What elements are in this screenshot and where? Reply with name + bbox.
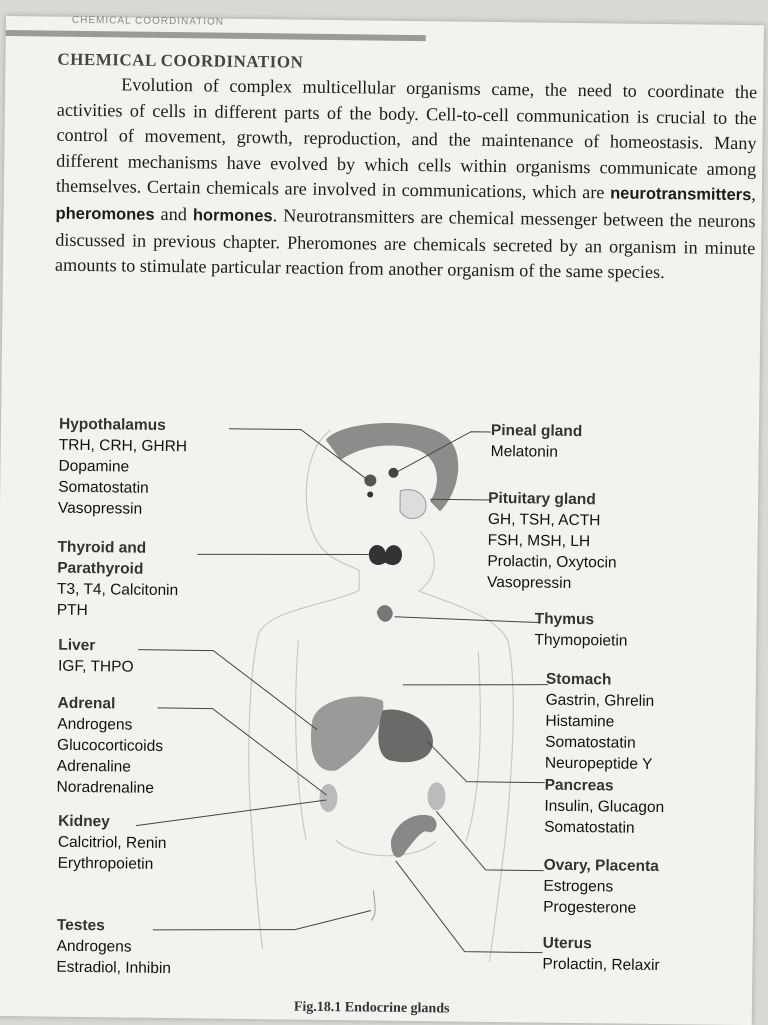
hormone-item: TRH, CRH, GHRH [58,436,188,456]
liver-shape [311,696,384,772]
intro-text-2: . Neurotransmitters are chemical messenger between the neurons discussed in previous chapter. Pheromones are chemicals secreted by an organism in minute amounts to stimulate particular reaction from another organism of the same species. [54,205,756,283]
hormone-item: Calcitriol, Renin [57,833,167,853]
gland-name: Testes [56,916,105,935]
hormone-item: Progesterone [543,898,637,917]
label-adrenal [56,693,163,799]
gland-name: Pineal gland [490,421,583,441]
intro-sep-1: , [751,184,756,205]
label-thyroid [57,537,179,622]
testes-shape [371,891,375,921]
gland-name: Ovary, Placenta [543,856,659,876]
label-pineal [491,420,583,463]
label-stomach [545,669,655,775]
pituitary-region-shape [400,490,426,519]
gland-name: Adrenal [57,694,116,713]
gland-name: Pituitary gland [488,489,596,509]
hormone-item: Somatostatin [545,733,636,752]
hormone-item: Prolactin, Relaxir [542,955,660,975]
label-kidney [58,811,167,875]
gland-name-2: Parathyroid [57,559,144,578]
hormone-item: Adrenaline [56,757,132,776]
intro-sep-2: and [154,203,194,225]
hormone-item: Thymopoietin [534,631,628,650]
term-pheromones: pheromones [55,204,155,224]
hormone-item: Gastrin, Ghrelin [545,691,655,710]
brain-shape [325,422,459,511]
body-outline [246,429,517,962]
hormone-item: Erythropoietin [57,854,154,873]
hormone-item: Vasopressin [487,573,572,592]
hormone-item: Estrogens [543,877,614,896]
pituitary-shape [367,491,373,497]
hormone-item: Prolactin, Oxytocin [487,552,617,572]
kidney-shape [319,784,337,812]
thyroid-shape [369,545,402,565]
endocrine-figure [0,386,759,1005]
label-liver [58,635,134,678]
label-hypothalamus [58,414,188,521]
hormone-item: Insulin, Glucagon [544,797,665,817]
hormone-item: Somatostatin [58,478,149,497]
hormone-item: Melatonin [490,442,559,461]
kidney-right-shape [427,782,445,810]
label-testes [56,915,171,979]
gland-name: Stomach [545,670,612,689]
hormone-item: PTH [56,601,88,620]
uterus-shape [391,814,437,857]
gland-name: Kidney [58,812,110,831]
hormone-item: Neuropeptide Y [544,754,653,773]
gland-name: Liver [58,636,96,655]
pineal-shape [388,468,398,478]
running-header: CHEMICAL COORDINATION [71,14,225,28]
section-title: CHEMICAL COORDINATION [57,49,304,72]
term-hormones: hormones [192,206,273,226]
hormone-item: Histamine [545,712,615,731]
hypothalamus-shape [364,474,376,486]
gland-name: Thyroid and [57,538,147,557]
intro-paragraph [55,72,757,287]
label-thymus [534,609,628,652]
hormone-item: T3, T4, Calcitonin [56,580,179,600]
hormone-item: IGF, THPO [57,657,134,676]
label-pancreas [544,775,665,839]
label-pituitary [487,488,617,595]
header-rule [6,30,426,41]
hormone-item: Glucocorticoids [56,736,164,755]
gland-name: Pancreas [544,776,614,795]
thymus-shape [377,605,393,622]
intro-text-1: Evolution of complex multicellular organisms came, the need to coordinate the activities of cells in different parts of the body. Cell-to-cell communication is crucial to the control of movement, growth, reproduction, and the maintenance of homeostasis. Many different mechanisms have evolved by which cells within organisms communicate among themselves. Certain chemicals are involved in communications, which are [55,74,758,203]
figure-caption: Fig.18.1 Endocrine glands [293,999,450,1017]
gland-name: Uterus [542,934,592,953]
label-uterus [542,933,660,976]
stomach-shape [378,709,433,762]
hormone-item: Somatostatin [544,818,635,837]
hormone-item: Androgens [56,937,132,956]
hormone-item: Estradiol, Inhibin [56,958,172,978]
hormone-item: Androgens [57,715,133,734]
gland-name: Hypothalamus [58,415,166,434]
term-neurotransmitters: neurotransmitters [610,184,752,205]
hormone-item: GH, TSH, ACTH [487,510,601,530]
textbook-page [0,16,764,1025]
hormone-item: Dopamine [58,457,130,476]
label-ovary [543,855,659,919]
hormone-item: Noradrenaline [56,778,155,797]
hormone-item: Vasopressin [57,499,143,518]
hormone-item: FSH, MSH, LH [487,531,591,551]
gland-name: Thymus [534,610,595,629]
